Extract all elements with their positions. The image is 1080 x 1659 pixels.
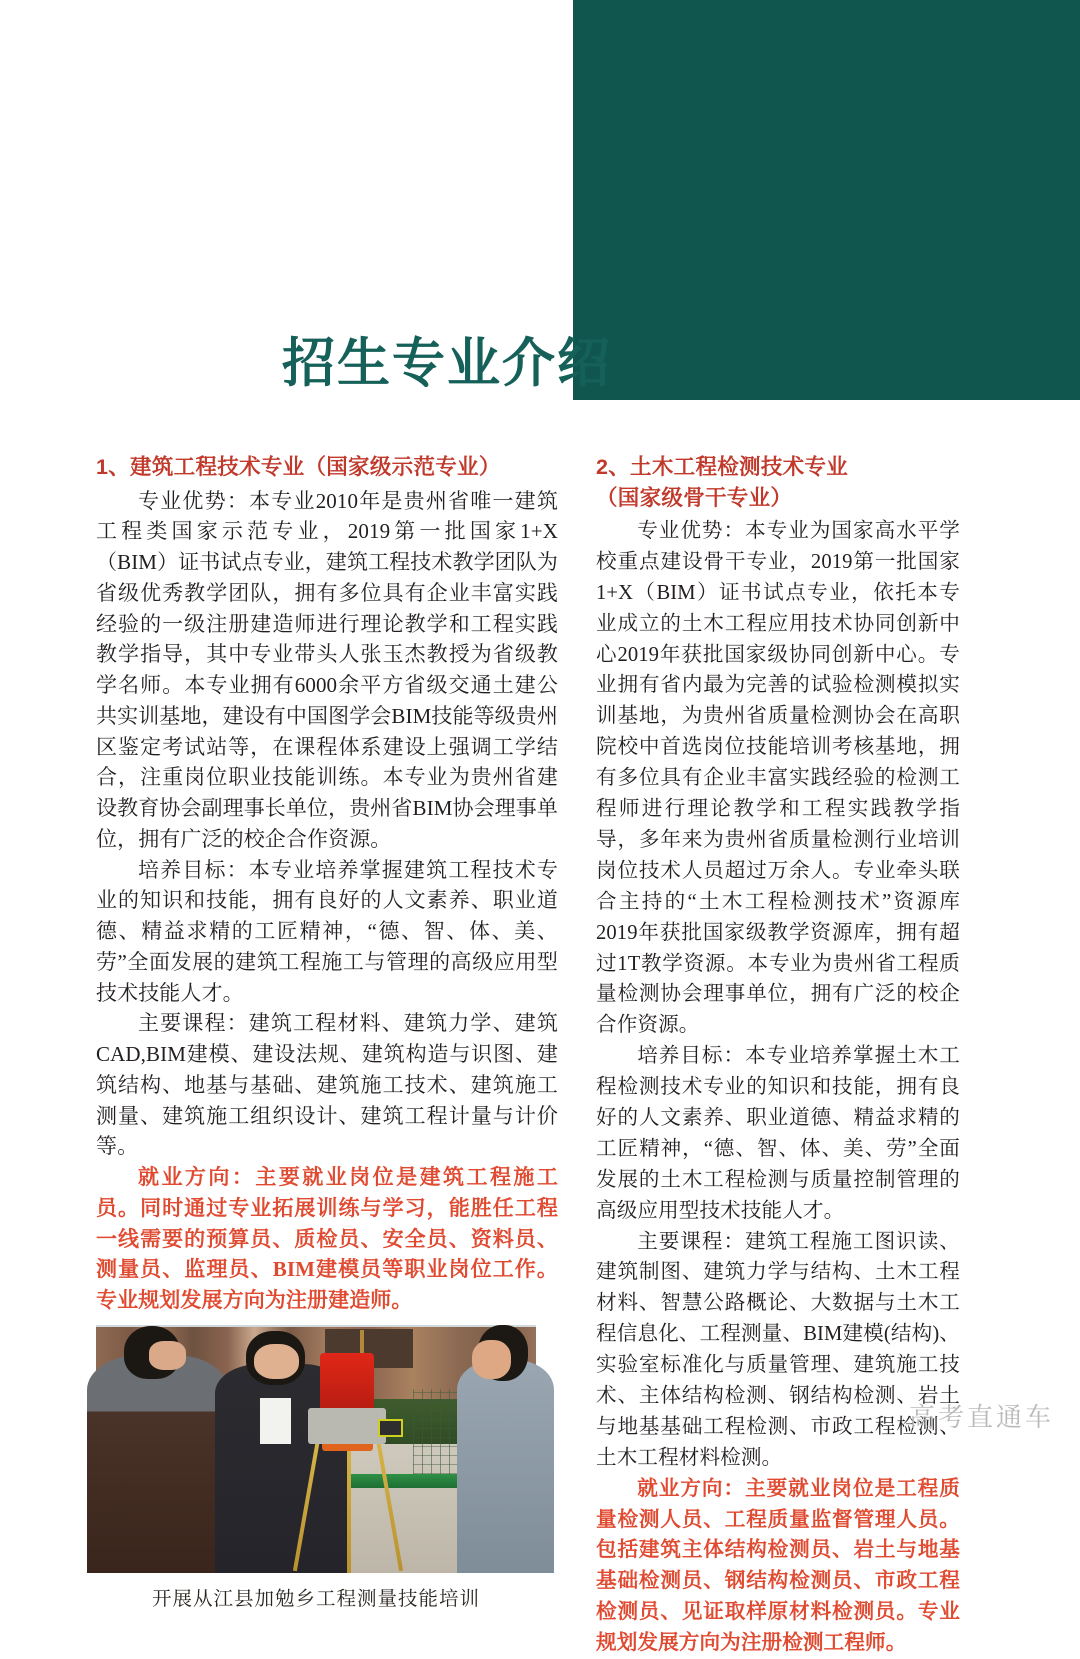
training-photo xyxy=(96,1325,536,1573)
right-paragraph-employment: 就业方向：主要就业岗位是工程质量检测人员、工程质量监督管理人员。包括建筑主体结构检测员、岩土与地基基础检测员、钢结构检测员、市政工程检测员、见证取样原材料检测员。专业规划发展方向为注册检测工程师。 xyxy=(596,1477,960,1655)
right-section-heading-line1: 2、土木工程检测技术专业 xyxy=(596,455,849,479)
left-paragraph-employment: 就业方向：主要就业岗位是建筑工程施工员。同时通过专业拓展训练与学习，能胜任工程一线需要的预算员、质检员、安全员、资料员、测量员、监理员、BIM建模员等职业岗位工作。专业规划发展方向为注册建造师。 xyxy=(96,1165,558,1313)
left-column xyxy=(96,452,558,1611)
right-paragraph-objectives: 培养目标：本专业培养掌握土木工程检测技术专业的知识和技能，拥有良好的人文素养、职业道德、精益求精的工匠精神，“德、智、体、美、劳”全面发展的土木工程检测与质量控制管理的高级应用型技术技能人才。 xyxy=(596,1045,960,1222)
right-paragraph-courses: 主要课程：建筑工程施工图识读、建筑制图、建筑力学与结构、土木工程材料、智慧公路概论、大数据与土木工程信息化、工程测量、BIM建模(结构)、实验室标准化与质量管理、建筑施工技术、主体结构检测、钢结构检测、岩土与地基基础工程检测、市政工程检测、土木工程材料检测。 xyxy=(596,1230,960,1469)
photo-total-station-prism xyxy=(320,1353,374,1414)
photo-caption: 开展从江县加勉乡工程测量技能培训 xyxy=(151,1588,480,1610)
right-paragraph-advantages: 专业优势：本专业为国家高水平学校重点建设骨干专业，2019第一批国家1+X（BIM）证书试点专业，依托本专业成立的土木工程应用技术协同创新中心2019年获批国家级协同创新中心。专业拥有省内最为完善的试验检测模拟实训基地，为贵州省质量检测协会在高职院校中首选岗位技能培训考核基地，拥有多位具有企业丰富实践经验的检测工程师进行理论教学和工程实践教学指导，多年来为贵州省质量检测行业培训岗位技术人员超过万余人。专业牵头联合主持的“土木工程检测技术”资源库2019年获批国家级教学资源库，拥有超过1T教学资源。本专业为贵州省工程质量检测协会理事单位，拥有广泛的校企合作资源。 xyxy=(596,520,960,1037)
photo-total-station-body xyxy=(308,1408,385,1443)
photo-person-right xyxy=(457,1360,554,1573)
photo-block xyxy=(96,1325,536,1611)
photo-person-left-face xyxy=(149,1341,186,1369)
photo-total-station-screen xyxy=(378,1419,403,1438)
right-section-heading xyxy=(596,452,960,513)
left-paragraph-advantages: 专业优势：本专业2010年是贵州省唯一建筑工程类国家示范专业，2019第一批国家1+X（BIM）证书试点专业，建筑工程技术教学团队为省级优秀教学团队，拥有多位具有企业丰富实践经验的一级注册建造师进行理论教学和工程实践教学指导，其中专业带头人张玉杰教授为省级教学名师。本专业拥有6000余平方省级交通土建公共实训基地，建设有中国图学会BIM技能等级贵州区鉴定考试站等，在课程体系建设上强调工学结合，注重岗位职业技能训练。本专业为贵州省建设教育协会副理事长单位，贵州省BIM协会理事单位，拥有广泛的校企合作资源。 xyxy=(96,488,558,851)
photo-tripod xyxy=(303,1434,391,1573)
left-paragraph-objectives: 培养目标：本专业培养掌握建筑工程技术专业的知识和技能，拥有良好的人文素养、职业道德、精益求精的工匠精神，“德、智、体、美、劳”全面发展的建筑工程施工与管理的高级应用型技术技能人才。 xyxy=(96,857,558,1005)
page-title: 招生专业介绍 xyxy=(282,334,612,393)
left-section-heading: 1、建筑工程技术专业（国家级示范专业） xyxy=(96,455,501,479)
right-column xyxy=(596,452,960,1659)
header-band xyxy=(573,0,1080,400)
photo-person-left xyxy=(87,1355,228,1573)
left-paragraph-courses: 主要课程：建筑工程材料、建筑力学、建筑CAD,BIM建模、建设法规、建筑构造与识图、建筑结构、地基与基础、建筑施工技术、建筑施工测量、建筑施工组织设计、建筑工程计量与计价等。 xyxy=(96,1011,558,1159)
photo-person-center-shirt xyxy=(260,1398,292,1444)
photo-person-right-face xyxy=(472,1340,511,1378)
photo-total-station xyxy=(298,1360,395,1444)
photo-person-center-face xyxy=(254,1344,299,1379)
photo-tripod-leg xyxy=(347,1434,351,1573)
right-section-heading-line2: （国家级骨干专业） xyxy=(596,485,793,510)
watermark: 高考直通车 xyxy=(908,1402,1054,1432)
